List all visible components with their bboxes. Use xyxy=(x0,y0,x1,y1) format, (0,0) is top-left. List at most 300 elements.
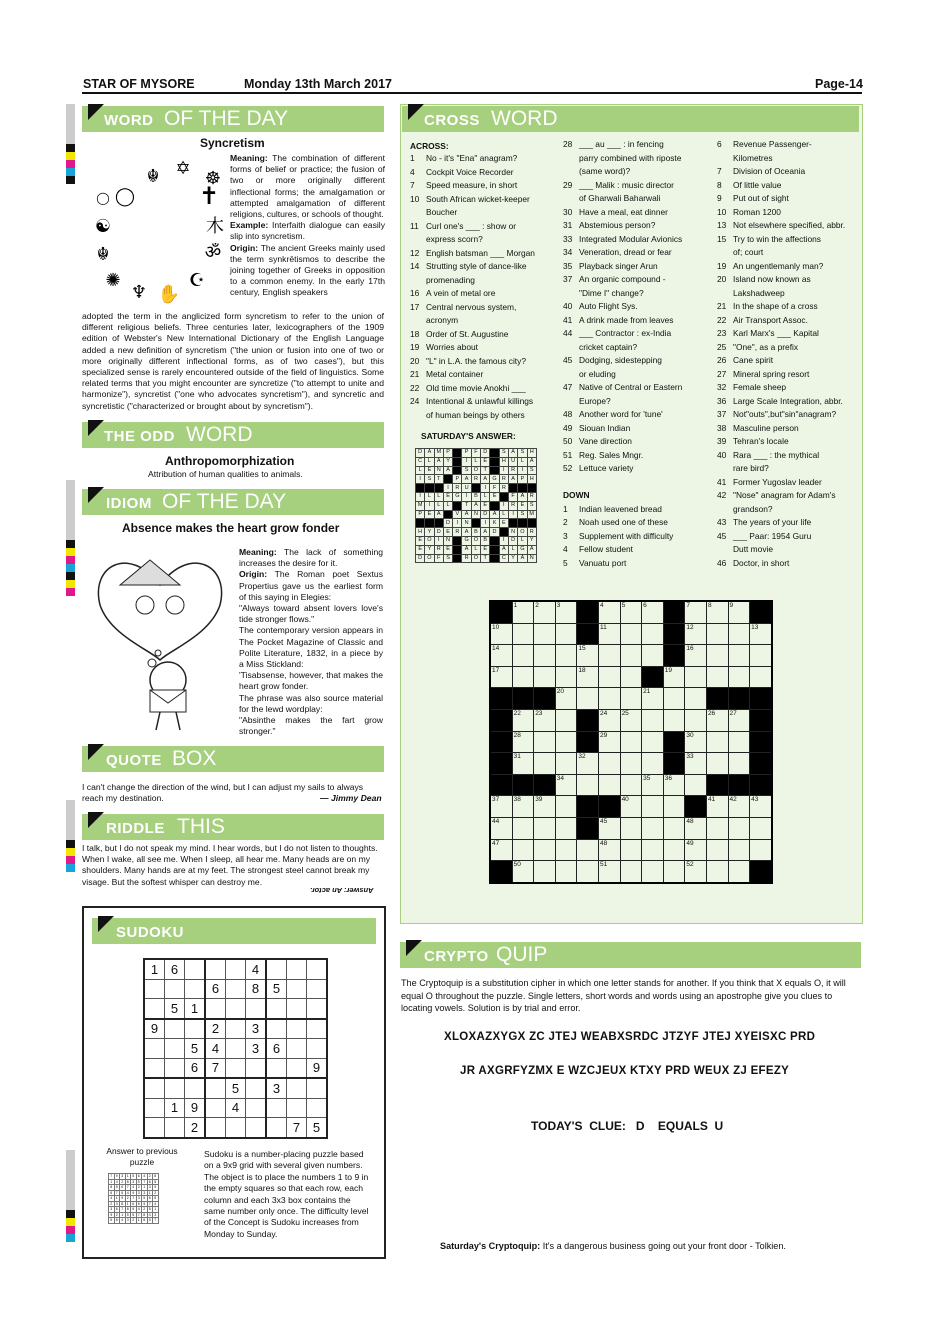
crossword-cell[interactable] xyxy=(512,839,534,861)
prev-sudoku-cell: 7 xyxy=(132,1196,135,1201)
crossword-cell[interactable] xyxy=(706,817,728,839)
sudoku-cell[interactable] xyxy=(266,1118,287,1138)
crossword-block[interactable] xyxy=(512,688,534,710)
clue-item: 19 Worries about xyxy=(410,342,478,352)
sudoku-cell[interactable] xyxy=(307,1039,328,1059)
crossword-cell[interactable]: 37 xyxy=(490,796,512,818)
crossword-cell[interactable] xyxy=(728,645,750,667)
crossword-cell[interactable]: 15 xyxy=(577,645,599,667)
crossword-cell[interactable]: 20 xyxy=(555,688,577,710)
crossword-cell[interactable]: 39 xyxy=(534,796,556,818)
crossword-cell[interactable]: 6 xyxy=(642,601,664,623)
sudoku-cell[interactable] xyxy=(287,999,307,1019)
crossword-cell[interactable]: 48 xyxy=(685,817,707,839)
crossword-cell[interactable]: 36 xyxy=(663,774,685,796)
crossword-cell[interactable] xyxy=(598,753,620,775)
crossword-cell[interactable]: 2 xyxy=(534,601,556,623)
crossword-cell[interactable] xyxy=(555,753,577,775)
crossword-cell[interactable] xyxy=(642,623,664,645)
crossword-cell[interactable] xyxy=(534,861,556,883)
prev-sudoku-cell: 1 xyxy=(137,1218,140,1223)
crossword-cell[interactable]: 5 xyxy=(620,601,642,623)
crossword-block[interactable] xyxy=(490,688,512,710)
sudoku-cell[interactable] xyxy=(287,1098,307,1118)
crossword-cell[interactable] xyxy=(620,666,642,688)
crossword-cell[interactable]: 24 xyxy=(598,709,620,731)
crossword-cell[interactable] xyxy=(685,774,707,796)
sudoku-cell[interactable]: 2 xyxy=(205,1019,226,1039)
sudoku-cell[interactable] xyxy=(287,1019,307,1039)
crossword-cell[interactable] xyxy=(534,817,556,839)
crossword-cell[interactable]: 29 xyxy=(598,731,620,753)
sudoku-cell[interactable] xyxy=(205,1078,226,1098)
crossword-cell[interactable]: 27 xyxy=(728,709,750,731)
sudoku-cell[interactable] xyxy=(144,1118,165,1138)
saturday-cell xyxy=(490,501,499,510)
crossword-cell[interactable] xyxy=(706,753,728,775)
crossword-cell[interactable] xyxy=(728,623,750,645)
crossword-cell[interactable] xyxy=(663,688,685,710)
sudoku-cell[interactable]: 1 xyxy=(165,1098,185,1118)
banner-label: QUOTE xyxy=(106,752,162,769)
crossword-cell[interactable] xyxy=(534,753,556,775)
sudoku-cell[interactable] xyxy=(246,999,267,1019)
crossword-cell[interactable] xyxy=(555,861,577,883)
saturday-cell: T xyxy=(481,554,490,563)
crossword-cell[interactable]: 28 xyxy=(512,731,534,753)
crossword-cell[interactable] xyxy=(620,817,642,839)
crossword-block[interactable] xyxy=(750,753,772,775)
saturday-cell xyxy=(490,466,499,475)
crossword-cell[interactable] xyxy=(663,796,685,818)
crossword-cell[interactable]: 12 xyxy=(685,623,707,645)
prev-sudoku-cell: 5 xyxy=(148,1207,151,1212)
crossword-cell[interactable] xyxy=(555,839,577,861)
saturday-cell: I xyxy=(416,492,425,501)
crossword-cell[interactable] xyxy=(685,666,707,688)
sudoku-cell[interactable] xyxy=(246,1118,267,1138)
crossword-cell[interactable]: 50 xyxy=(512,861,534,883)
sudoku-cell[interactable] xyxy=(185,959,206,979)
sudoku-cell[interactable] xyxy=(165,1039,185,1059)
crossword-cell[interactable] xyxy=(728,861,750,883)
crossword-cell[interactable] xyxy=(555,709,577,731)
crossword-cell[interactable] xyxy=(555,796,577,818)
sudoku-cell[interactable]: 5 xyxy=(266,979,287,999)
crossword-cell[interactable] xyxy=(598,666,620,688)
sudoku-cell[interactable] xyxy=(226,979,246,999)
sudoku-cell[interactable]: 7 xyxy=(205,1058,226,1078)
saturday-cell: D xyxy=(508,536,517,545)
crossword-block[interactable] xyxy=(750,709,772,731)
saturday-cell: E xyxy=(443,545,452,554)
sudoku-cell[interactable] xyxy=(205,999,226,1019)
sudoku-cell[interactable]: 1 xyxy=(185,999,206,1019)
crossword-block[interactable] xyxy=(577,709,599,731)
sudoku-cell[interactable] xyxy=(307,1098,328,1118)
crossword-cell[interactable]: 22 xyxy=(512,709,534,731)
sudoku-cell[interactable]: 9 xyxy=(307,1058,328,1078)
crossword-block[interactable] xyxy=(706,774,728,796)
clue-item: 22 Air Transport Assoc. xyxy=(717,314,808,325)
crossword-cell[interactable] xyxy=(620,753,642,775)
crossword-cell[interactable]: 31 xyxy=(512,753,534,775)
crossword-block[interactable] xyxy=(750,731,772,753)
crossword-cell[interactable] xyxy=(750,645,772,667)
crossword-block[interactable] xyxy=(728,688,750,710)
crossword-cell[interactable]: 42 xyxy=(728,796,750,818)
crossword-cell[interactable] xyxy=(642,796,664,818)
sudoku-cell[interactable] xyxy=(144,979,165,999)
clue-item: 51 Reg. Sales Mngr. xyxy=(563,449,644,460)
sudoku-cell[interactable] xyxy=(246,1098,267,1118)
crossword-block[interactable] xyxy=(577,623,599,645)
saturday-cell xyxy=(453,501,462,510)
sudoku-cell[interactable]: 5 xyxy=(226,1078,246,1098)
crossword-cell[interactable] xyxy=(706,731,728,753)
crossword-cell[interactable] xyxy=(534,645,556,667)
saturday-cell: D xyxy=(434,528,443,537)
sudoku-cell[interactable] xyxy=(266,959,287,979)
saturday-cell: L xyxy=(434,492,443,501)
crossword-cell[interactable] xyxy=(620,774,642,796)
crossword-block[interactable] xyxy=(577,817,599,839)
crossword-cell[interactable]: 33 xyxy=(685,753,707,775)
sudoku-cell[interactable]: 3 xyxy=(246,1039,267,1059)
crossword-cell[interactable] xyxy=(706,645,728,667)
odd-word-banner xyxy=(82,422,384,448)
crossword-cell[interactable] xyxy=(663,861,685,883)
crossword-cell[interactable] xyxy=(706,666,728,688)
crossword-cell[interactable] xyxy=(555,645,577,667)
sudoku-cell[interactable] xyxy=(226,1118,246,1138)
crossword-block[interactable] xyxy=(663,601,685,623)
sudoku-cell[interactable] xyxy=(165,1019,185,1039)
crossword-cell[interactable] xyxy=(512,666,534,688)
sudoku-cell[interactable] xyxy=(307,999,328,1019)
sudoku-cell[interactable]: 6 xyxy=(165,959,185,979)
sudoku-cell[interactable]: 9 xyxy=(144,1019,165,1039)
sudoku-cell[interactable] xyxy=(144,1039,165,1059)
sudoku-cell[interactable] xyxy=(144,1098,165,1118)
sudoku-cell[interactable]: 1 xyxy=(144,959,165,979)
sudoku-cell[interactable] xyxy=(226,1019,246,1039)
crossword-cell[interactable] xyxy=(577,839,599,861)
crossword-cell[interactable] xyxy=(750,666,772,688)
saturday-cell: I xyxy=(508,510,517,519)
crossword-cell[interactable] xyxy=(620,688,642,710)
crossword-cell[interactable]: 30 xyxy=(685,731,707,753)
crossword-cell[interactable] xyxy=(706,861,728,883)
prev-sudoku-cell: 5 xyxy=(132,1174,135,1179)
saturday-cell xyxy=(443,475,452,484)
crossword-cell[interactable] xyxy=(577,688,599,710)
crossword-cell[interactable] xyxy=(534,666,556,688)
crossword-cell[interactable] xyxy=(512,645,534,667)
crossword-block[interactable] xyxy=(577,796,599,818)
crossword-cell[interactable]: 16 xyxy=(685,645,707,667)
sudoku-cell[interactable] xyxy=(165,1078,185,1098)
clue-item: of Gharwali Baharwali xyxy=(579,193,661,203)
crossword-cell[interactable] xyxy=(642,731,664,753)
crossword-cell[interactable] xyxy=(642,861,664,883)
sudoku-cell[interactable]: 5 xyxy=(307,1118,328,1138)
clue-item: 17 Central nervous system, xyxy=(410,301,517,312)
crossword-block[interactable] xyxy=(685,796,707,818)
sudoku-cell[interactable] xyxy=(185,1078,206,1098)
crossword-cell[interactable] xyxy=(663,839,685,861)
crossword-cell[interactable]: 34 xyxy=(555,774,577,796)
crossword-block[interactable] xyxy=(512,774,534,796)
crossword-cell[interactable]: 43 xyxy=(750,796,772,818)
crossword-cell[interactable]: 38 xyxy=(512,796,534,818)
crossword-block[interactable] xyxy=(490,861,512,883)
sudoku-cell[interactable]: 5 xyxy=(185,1039,206,1059)
crossword-cell[interactable] xyxy=(728,753,750,775)
crossword-cell[interactable] xyxy=(555,666,577,688)
sudoku-cell[interactable] xyxy=(205,959,226,979)
crossword-cell[interactable] xyxy=(728,839,750,861)
crossword-cell[interactable]: 45 xyxy=(598,817,620,839)
crossword-cell[interactable]: 41 xyxy=(706,796,728,818)
crossword-cell[interactable]: 25 xyxy=(620,709,642,731)
crossword-cell[interactable] xyxy=(534,623,556,645)
crossword-cell[interactable]: 26 xyxy=(706,709,728,731)
clue-item: Lakshadweep xyxy=(733,287,785,298)
crossword-cell[interactable]: 17 xyxy=(490,666,512,688)
crossword-cell[interactable] xyxy=(620,645,642,667)
sudoku-cell[interactable] xyxy=(226,1058,246,1078)
riddle-banner xyxy=(82,814,384,840)
saturday-cell: P xyxy=(416,510,425,519)
sudoku-cell[interactable] xyxy=(144,1058,165,1078)
banner-label: CROSS xyxy=(424,112,480,129)
crossword-block[interactable] xyxy=(577,731,599,753)
saturday-cell xyxy=(425,519,434,528)
saturday-cell: P xyxy=(462,449,471,458)
crossword-cell[interactable] xyxy=(620,839,642,861)
crossword-cell[interactable]: 48 xyxy=(598,839,620,861)
sudoku-cell[interactable]: 6 xyxy=(266,1039,287,1059)
crossword-block[interactable] xyxy=(490,601,512,623)
crossword-block[interactable] xyxy=(750,774,772,796)
crossword-cell[interactable]: 7 xyxy=(685,601,707,623)
crossword-block[interactable] xyxy=(663,645,685,667)
sudoku-cell[interactable]: 6 xyxy=(185,1058,206,1078)
clue-item: of; court xyxy=(733,247,764,257)
crossword-cell[interactable]: 18 xyxy=(577,666,599,688)
sudoku-cell[interactable] xyxy=(226,959,246,979)
crossword-cell[interactable] xyxy=(642,817,664,839)
crossword-block[interactable] xyxy=(750,861,772,883)
crossword-block[interactable] xyxy=(750,688,772,710)
crossword-block[interactable] xyxy=(663,623,685,645)
crossword-cell[interactable] xyxy=(663,817,685,839)
crossword-cell[interactable] xyxy=(555,817,577,839)
sudoku-cell[interactable] xyxy=(144,999,165,1019)
crossword-cell[interactable] xyxy=(555,623,577,645)
crossword-cell[interactable] xyxy=(598,645,620,667)
sudoku-cell[interactable] xyxy=(185,1019,206,1039)
crossword-block[interactable] xyxy=(490,731,512,753)
crossword-cell[interactable] xyxy=(620,861,642,883)
crossword-cell[interactable] xyxy=(750,839,772,861)
prev-sudoku-cell: 6 xyxy=(148,1179,151,1184)
sudoku-cell[interactable]: 4 xyxy=(205,1039,226,1059)
crossword-cell[interactable]: 13 xyxy=(750,623,772,645)
saturday-cell: I xyxy=(462,457,471,466)
crossword-block[interactable] xyxy=(534,774,556,796)
odd-word-title: Anthropomorphization xyxy=(165,454,295,468)
crossword-cell[interactable] xyxy=(598,688,620,710)
sudoku-cell[interactable]: 6 xyxy=(205,979,226,999)
sudoku-cell[interactable]: 2 xyxy=(185,1118,206,1138)
crossword-block[interactable] xyxy=(534,688,556,710)
crossword-cell[interactable] xyxy=(750,817,772,839)
crossword-cell[interactable] xyxy=(728,817,750,839)
crossword-cell[interactable] xyxy=(685,688,707,710)
crossword-cell[interactable] xyxy=(642,753,664,775)
sudoku-cell[interactable]: 8 xyxy=(246,979,267,999)
crossword-cell[interactable] xyxy=(728,731,750,753)
crossword-cell[interactable] xyxy=(620,623,642,645)
sudoku-cell[interactable]: 9 xyxy=(185,1098,206,1118)
crossword-cell[interactable] xyxy=(642,709,664,731)
sudoku-cell[interactable] xyxy=(246,1078,267,1098)
crossword-cell[interactable]: 47 xyxy=(490,839,512,861)
saturday-cell xyxy=(453,449,462,458)
clue-item: 45 Dodging, sidestepping xyxy=(563,355,662,365)
sudoku-cell[interactable] xyxy=(266,1058,287,1078)
sudoku-cell[interactable] xyxy=(144,1078,165,1098)
sudoku-cell[interactable]: 4 xyxy=(226,1098,246,1118)
sudoku-cell[interactable]: 5 xyxy=(165,999,185,1019)
saturday-cell xyxy=(508,519,517,528)
sudoku-cell[interactable] xyxy=(165,1118,185,1138)
sudoku-cell[interactable] xyxy=(307,1019,328,1039)
sudoku-cell[interactable]: 7 xyxy=(287,1118,307,1138)
crossword-cell[interactable]: 51 xyxy=(598,861,620,883)
sudoku-cell[interactable] xyxy=(266,999,287,1019)
banner-label: WORD xyxy=(491,107,558,130)
crossword-block[interactable] xyxy=(490,774,512,796)
sudoku-cell[interactable] xyxy=(266,1098,287,1118)
crossword-cell[interactable] xyxy=(512,623,534,645)
crossword-cell[interactable] xyxy=(642,839,664,861)
crossword-block[interactable] xyxy=(663,731,685,753)
sudoku-cell[interactable] xyxy=(287,1058,307,1078)
sudoku-cell[interactable] xyxy=(266,1019,287,1039)
saturday-cell: I xyxy=(499,466,508,475)
clue-item: 5 Vanuatu port xyxy=(563,557,627,568)
crossword-cell[interactable]: 23 xyxy=(534,709,556,731)
saturday-cell: E xyxy=(416,545,425,554)
sudoku-cell[interactable] xyxy=(165,1058,185,1078)
saturday-cell: R xyxy=(453,484,462,493)
crossword-cell[interactable]: 4 xyxy=(598,601,620,623)
crossword-cell[interactable]: 14 xyxy=(490,645,512,667)
sudoku-cell[interactable] xyxy=(287,959,307,979)
crossword-cell[interactable] xyxy=(555,731,577,753)
crossword-cell[interactable]: 19 xyxy=(663,666,685,688)
crossword-cell[interactable]: 8 xyxy=(706,601,728,623)
sudoku-cell[interactable] xyxy=(246,1058,267,1078)
crossword-cell[interactable] xyxy=(534,839,556,861)
crossword-cell[interactable]: 1 xyxy=(512,601,534,623)
prev-sudoku-cell: 2 xyxy=(132,1218,135,1223)
crossword-cell[interactable] xyxy=(577,861,599,883)
dharma-wheel-icon: ☸ xyxy=(204,168,222,189)
crossword-cell[interactable]: 3 xyxy=(555,601,577,623)
crossword-block[interactable] xyxy=(728,774,750,796)
crossword-cell[interactable] xyxy=(685,709,707,731)
crossword-grid[interactable] xyxy=(489,600,773,884)
crossword-block[interactable] xyxy=(663,753,685,775)
cryptoquip-line-2: JR AXGRFYZMX E WZCJEUX KTXY PRD WEUX ZJ EFEZY xyxy=(460,1065,790,1077)
sudoku-description: Sudoku is a number-placing puzzle based on a 9x9 grid with several given numbers. The object is to place the numbers 1 to 9 in the empty squares so that each row, each column and each 3x3 box contains the same number only once. The difficulty level of the Concept is Sudoku increases from Monday to Sunday. xyxy=(204,1149,369,1239)
crossword-cell[interactable] xyxy=(598,774,620,796)
crossword-cell[interactable]: 21 xyxy=(642,688,664,710)
crossword-cell[interactable] xyxy=(728,666,750,688)
sudoku-cell[interactable] xyxy=(226,1039,246,1059)
crossword-block[interactable] xyxy=(750,601,772,623)
sudoku-cell[interactable] xyxy=(165,979,185,999)
crossword-cell[interactable] xyxy=(642,645,664,667)
crossword-cell[interactable]: 44 xyxy=(490,817,512,839)
crossword-block[interactable] xyxy=(577,601,599,623)
saturday-cell: M xyxy=(416,501,425,510)
crossword-cell[interactable]: 49 xyxy=(685,839,707,861)
crescent-icon: ☪ xyxy=(188,270,206,291)
sudoku-cell[interactable]: 4 xyxy=(246,959,267,979)
sudoku-cell[interactable]: 3 xyxy=(266,1078,287,1098)
crossword-cell[interactable]: 11 xyxy=(598,623,620,645)
sudoku-cell[interactable] xyxy=(185,979,206,999)
sudoku-cell[interactable] xyxy=(226,999,246,1019)
crossword-cell[interactable]: 40 xyxy=(620,796,642,818)
crossword-block[interactable] xyxy=(642,666,664,688)
crossword-cell[interactable]: 10 xyxy=(490,623,512,645)
crossword-cell[interactable]: 9 xyxy=(728,601,750,623)
sudoku-cell[interactable] xyxy=(307,1078,328,1098)
sudoku-cell[interactable] xyxy=(287,979,307,999)
crossword-cell[interactable] xyxy=(620,731,642,753)
crossword-cell[interactable]: 32 xyxy=(577,753,599,775)
crossword-cell[interactable] xyxy=(706,623,728,645)
sudoku-grid[interactable] xyxy=(143,958,328,1139)
crossword-cell[interactable] xyxy=(577,774,599,796)
crossword-cell[interactable] xyxy=(512,817,534,839)
sudoku-cell[interactable]: 3 xyxy=(246,1019,267,1039)
crossword-cell[interactable]: 35 xyxy=(642,774,664,796)
sudoku-cell[interactable] xyxy=(287,1078,307,1098)
prev-sudoku-cell: 5 xyxy=(154,1179,157,1184)
sudoku-cell[interactable] xyxy=(307,959,328,979)
sudoku-cell[interactable] xyxy=(205,1098,226,1118)
sudoku-cell[interactable] xyxy=(307,979,328,999)
crossword-cell[interactable]: 52 xyxy=(685,861,707,883)
crossword-cell[interactable] xyxy=(534,731,556,753)
crossword-cell[interactable] xyxy=(663,709,685,731)
cryptoquip-banner xyxy=(400,942,861,968)
crossword-block[interactable] xyxy=(490,709,512,731)
crossword-block[interactable] xyxy=(598,796,620,818)
crossword-block[interactable] xyxy=(490,753,512,775)
crossword-cell[interactable] xyxy=(706,839,728,861)
crossword-block[interactable] xyxy=(706,688,728,710)
sudoku-cell[interactable] xyxy=(205,1118,226,1138)
sudoku-cell[interactable] xyxy=(287,1039,307,1059)
